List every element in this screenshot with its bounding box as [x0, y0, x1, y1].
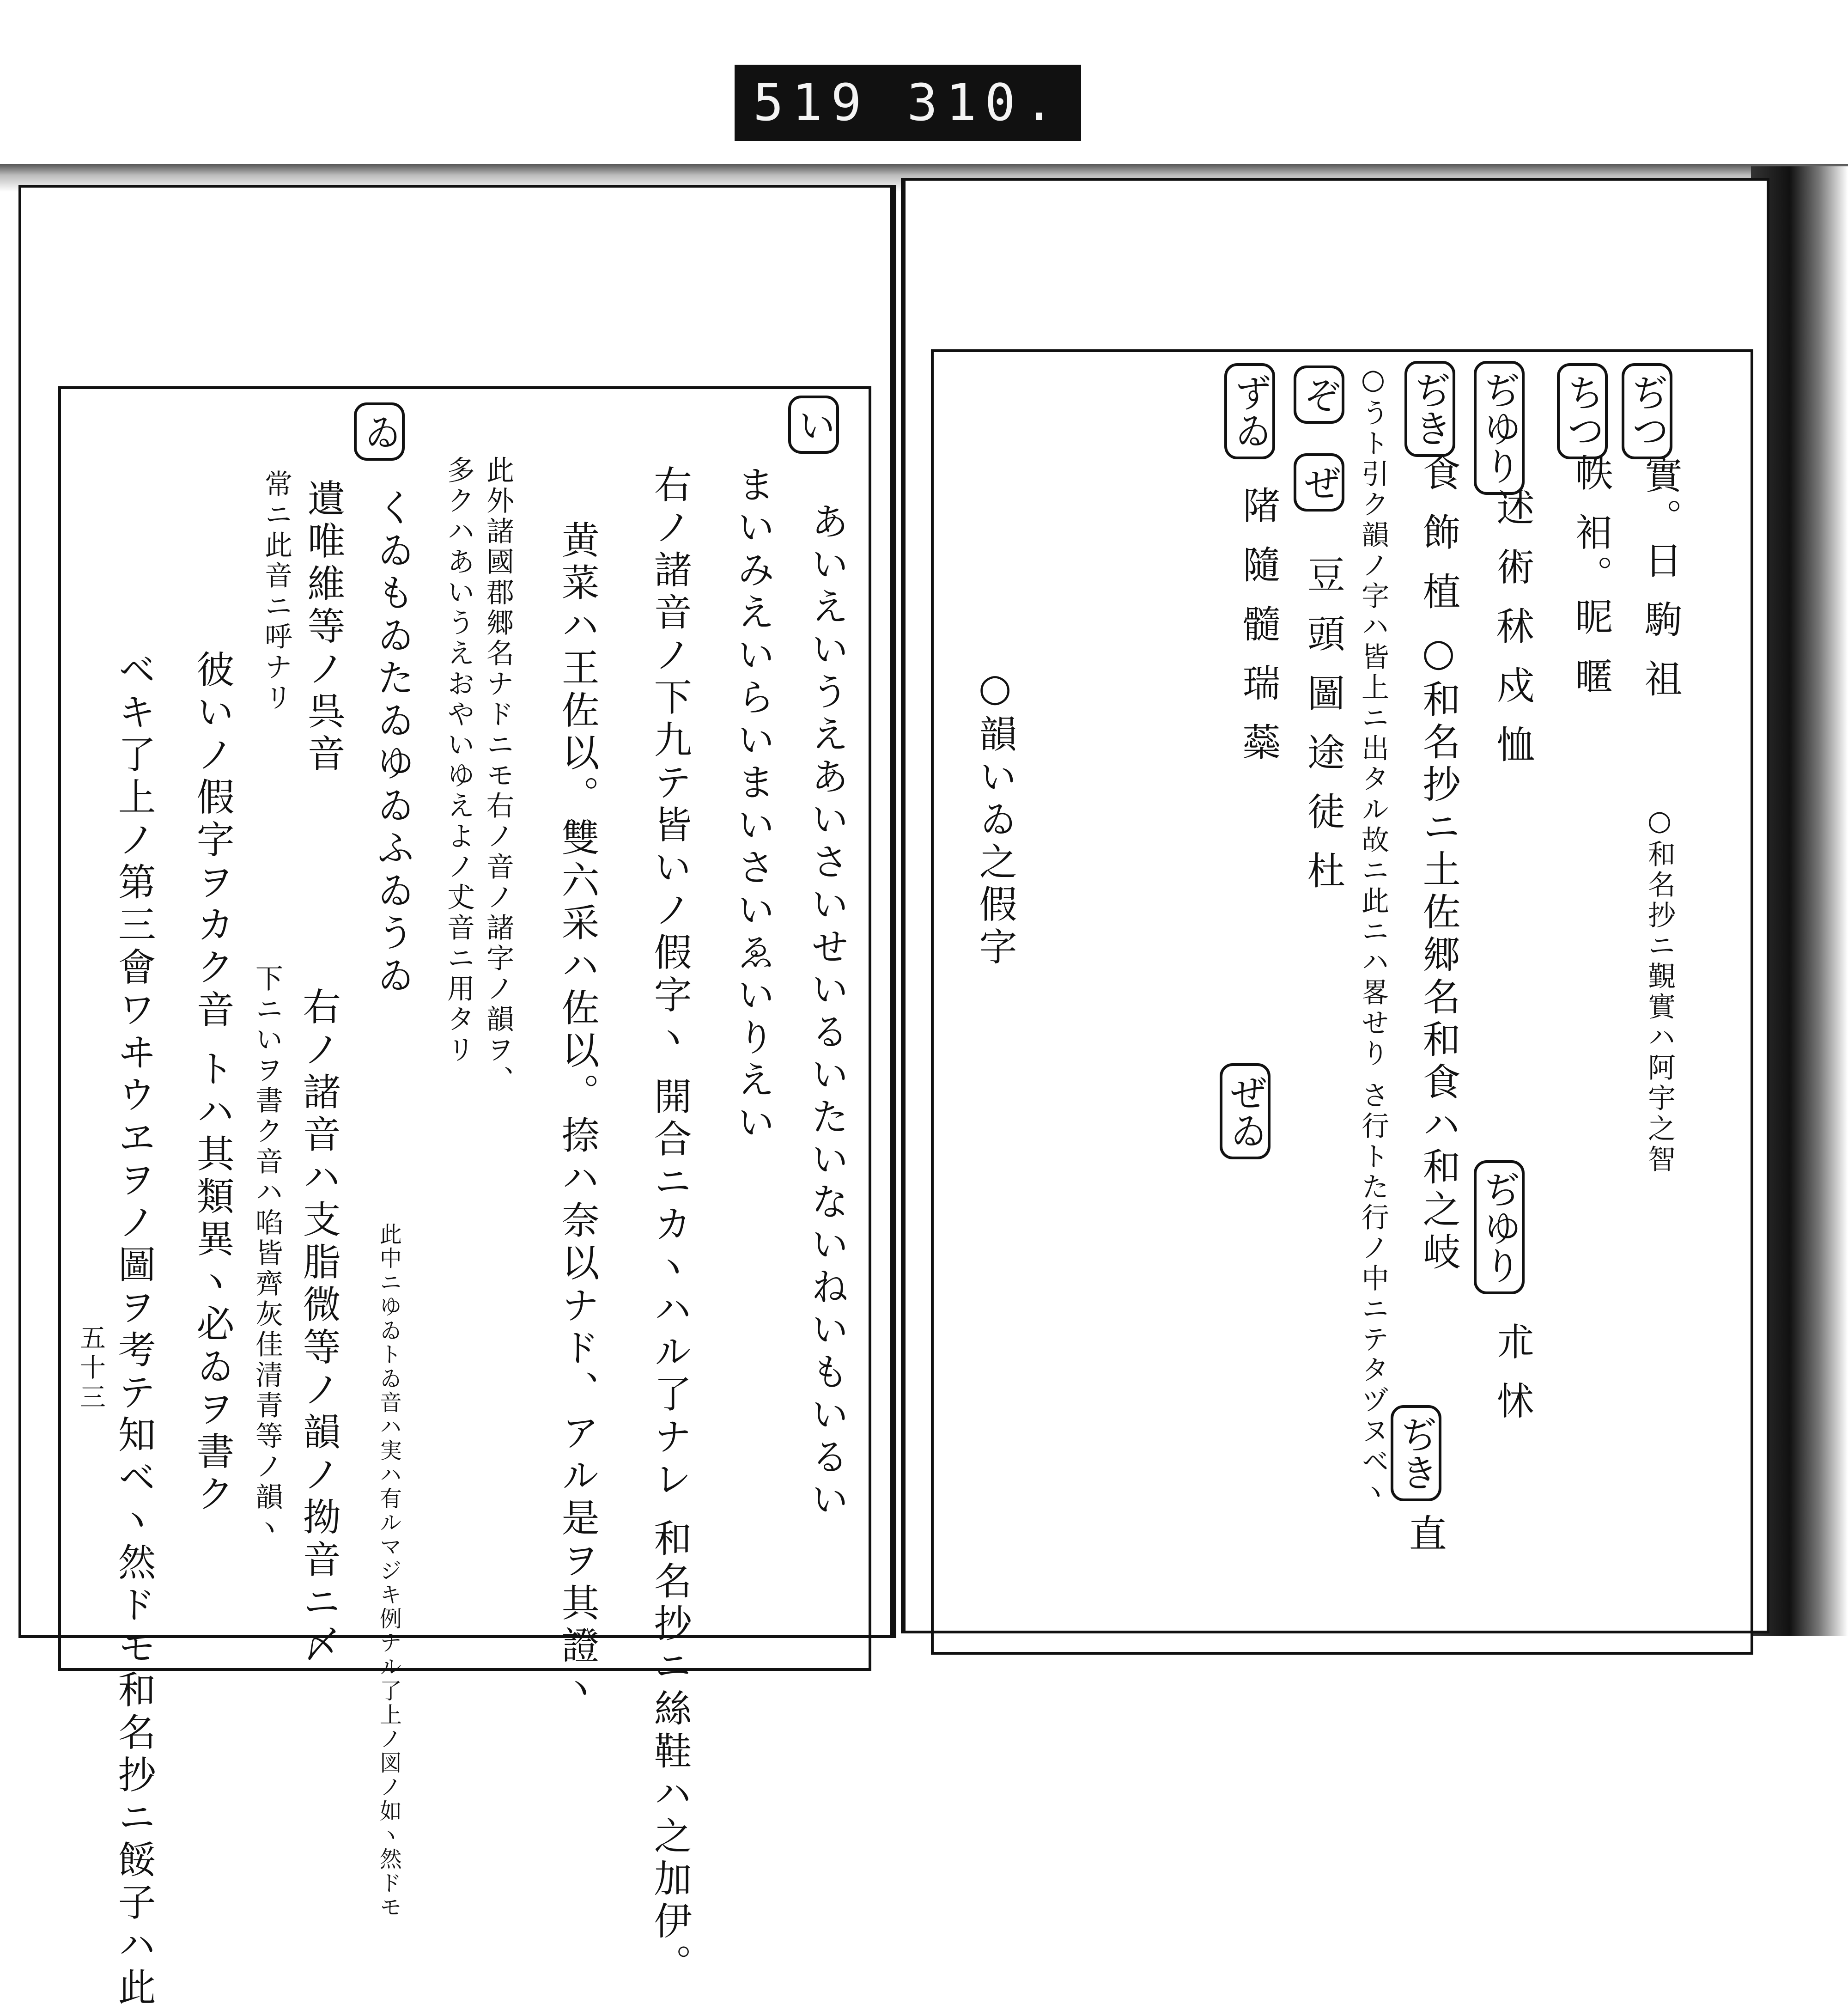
column-9: 常ニ此音ニ呼ナリ: [260, 469, 292, 713]
column-1: あいえいうえあいさいせいるいたいないねいもいるい: [805, 502, 849, 1522]
gloss-jutsu: ぢゆり: [1474, 361, 1525, 495]
column-3: 右ノ諸音ノ下九テ皆いノ假字ヽ 開合ニカヽハル了ナレ 和名抄ニ絲鞋ハ之加伊。: [648, 465, 692, 1986]
left-page: [18, 185, 896, 2010]
right-page-text-frame: [931, 349, 1753, 1655]
column-8: 遺唯維等ノ呉音: [301, 479, 346, 776]
column-10: 朮 怵: [1490, 1322, 1535, 1424]
page-number: 五十三: [76, 1324, 106, 1413]
column-8: 陼 隨 髓 瑞 蘂: [1236, 486, 1281, 765]
column-14: ベキ了上ノ第三會ワヰウヱヲノ圖ヲ考テ知ベヽ然ドモ和名抄ニ餒子ハ此: [112, 650, 156, 2010]
column-13: 彼いノ假字ヲカク音 トハ其類異ヽ必ゐヲ書ク: [190, 650, 235, 1517]
gloss-zei: ぜゐ: [1220, 1063, 1270, 1159]
gloss-zu-2: ぜ: [1294, 453, 1344, 512]
gloss-jitsu: ぢつ: [1622, 363, 1672, 459]
column-1: 實。日 駒 祖: [1638, 456, 1683, 702]
column-5: 此外諸國郡郷名ナドニモ右ノ音ノ諸字ノ韻ヲ、: [482, 456, 514, 1096]
gloss-jiki-2: ぢき: [1391, 1405, 1441, 1501]
column-2: ○和名抄ニ覲實ハ阿宇之智: [1643, 804, 1676, 1175]
column-11: 直: [1403, 1514, 1447, 1556]
frame-number-right: 310.: [907, 73, 1063, 132]
column-7: 豆 頭 圖 途 徒 杜: [1301, 555, 1345, 894]
column-6: 多クハあいうえおやいゆえよノ𠀋音ニ用タリ: [443, 456, 475, 1066]
column-10: 右ノ諸音ハ支脂微等ノ韻ノ拗音ニ〆: [297, 987, 341, 1667]
column-5: 食 飾 植 ○和名抄ニ土佐郷名和食ハ和之岐: [1416, 453, 1461, 1275]
column-12: 下ニいヲ書ク音ハ啗皆齊灰佳清青等ノ韻ヽ: [251, 964, 283, 1543]
gloss-chitsu: ちつ: [1557, 363, 1608, 459]
gloss-zu: ぞ: [1294, 365, 1344, 424]
gloss-jiki: ぢき: [1404, 361, 1455, 457]
column-9: ○韻いゐ之假字: [973, 666, 1017, 969]
microfilm-frame-number: [735, 65, 1081, 141]
column-2: まいみえいらいまいさいゑいりえい: [731, 465, 775, 1145]
gloss-i: い: [788, 396, 839, 454]
gloss-wi: ゐ: [354, 402, 405, 461]
column-6: ○うト引ク韻ノ字ハ皆上ニ出タル故ニ此ニハ畧せり さ行トた行ノ中ニテタヅヌベヽ: [1357, 363, 1389, 1508]
column-3: 帙 衵。昵 暱: [1569, 453, 1613, 700]
gloss-jutsu-2: ぢゆり: [1474, 1160, 1525, 1294]
right-page: [901, 178, 1769, 1633]
column-7: くゐもゐたゐゆゐふゐうゐ: [371, 488, 415, 998]
column-4: 述 術 秫 戍 恤: [1490, 488, 1535, 767]
frame-number-left: 519: [753, 73, 870, 132]
column-11: 此中ニゆゐトゐ音ハ実ハ有ルマジキ例ナル了上ノ図ノ如ヽ然ドモ: [376, 1223, 402, 1919]
gloss-zui: ずゐ: [1224, 363, 1275, 459]
column-4: 黄菜ハ王佐以。雙六采ハ佐以。捺ハ奈以ナド、アル是ヲ其證ヽ: [555, 520, 600, 1711]
